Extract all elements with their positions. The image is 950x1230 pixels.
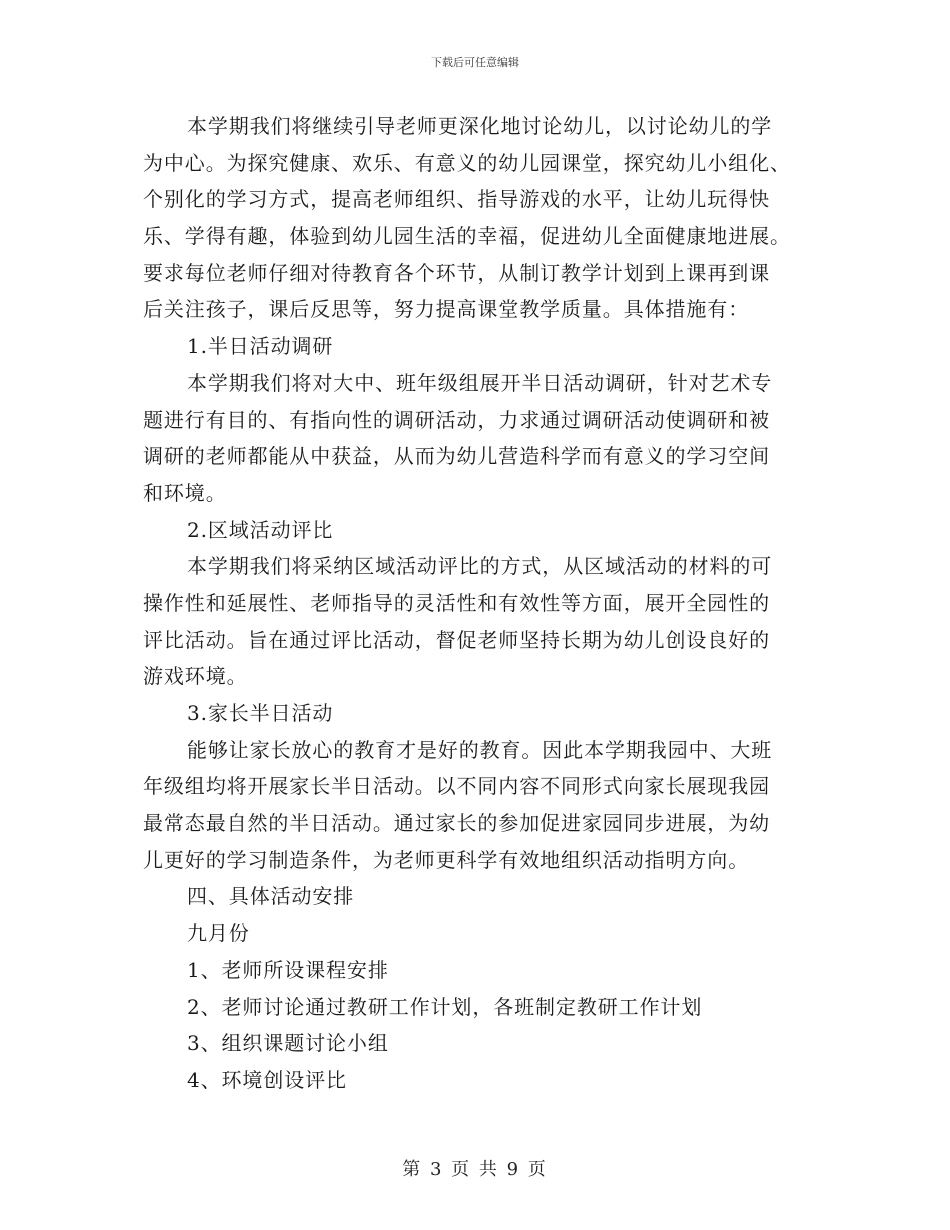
paragraph-line: 最常态最自然的半日活动。通过家长的参加促进家园同步进展，为幼 [143, 811, 770, 836]
page-footer: 第 3 页 共 9 页 [402, 1159, 548, 1180]
paragraph-line: 要求每位老师仔细对待教育各个环节，从制订教学计划到上课再到课 [143, 260, 770, 285]
paragraph-line: 乐、学得有趣，体验到幼儿园生活的幸福，促进幼儿全面健康地进展。 [143, 224, 791, 249]
month-heading: 九月份 [187, 921, 250, 946]
paragraph-line: 调研的老师都能从中获益，从而为幼儿营造科学而有意义的学习空间 [143, 444, 770, 469]
paragraph-line: 和环境。 [143, 480, 227, 505]
paragraph-line: 个别化的学习方式，提高老师组织、指导游戏的水平，让幼儿玩得快 [143, 187, 770, 212]
paragraph-line: 本学期我们将对大中、班年级组展开半日活动调研，针对艺术专 [187, 370, 773, 395]
document-body [143, 108, 805, 1099]
list-item: 1、老师所设课程安排 [187, 957, 389, 982]
paragraph-line: 年级组均将开展家长半日活动。以不同内容不同形式向家长展现我园 [143, 774, 770, 799]
list-item: 2、老师讨论通过教研工作计划，各班制定教研工作计划 [187, 994, 703, 1019]
paragraph-line: 操作性和延展性、老师指导的灵活性和有效性等方面，展开全园性的 [143, 590, 770, 615]
paragraph-line: 本学期我们将继续引导老师更深化地讨论幼儿，以讨论幼儿的学 [187, 114, 773, 138]
page-header: 下载后可任意编辑 [431, 56, 519, 69]
paragraph-line: 儿更好的学习制造条件，为老师更科学有效地组织活动指明方向。 [143, 847, 750, 872]
section-heading: 四、具体活动安排 [187, 884, 355, 909]
section-heading: 1.半日活动调研 [187, 334, 334, 359]
list-item: 3、组织课题讨论小组 [187, 1031, 389, 1056]
section-heading: 3.家长半日活动 [187, 701, 334, 725]
paragraph-line: 后关注孩子，课后反思等，努力提高课堂教学质量。具体措施有： [143, 297, 750, 322]
list-item: 4、环境创设评比 [187, 1067, 347, 1092]
paragraph-line: 本学期我们将采纳区域活动评比的方式，从区域活动的材料的可 [187, 554, 773, 579]
paragraph-line: 评比活动。旨在通过评比活动，督促老师坚持长期为幼儿创设良好的 [143, 627, 770, 652]
paragraph-line: 能够让家长放心的教育才是好的教育。因此本学期我园中、大班 [187, 737, 773, 762]
paragraph-line: 游戏环境。 [143, 664, 248, 689]
paragraph-line: 为中心。为探究健康、欢乐、有意义的幼儿园课堂，探究幼儿小组化、 [143, 150, 791, 175]
section-heading: 2.区域活动评比 [187, 517, 334, 542]
paragraph-line: 题进行有目的、有指向性的调研活动，力求通过调研活动使调研和被 [143, 407, 770, 432]
